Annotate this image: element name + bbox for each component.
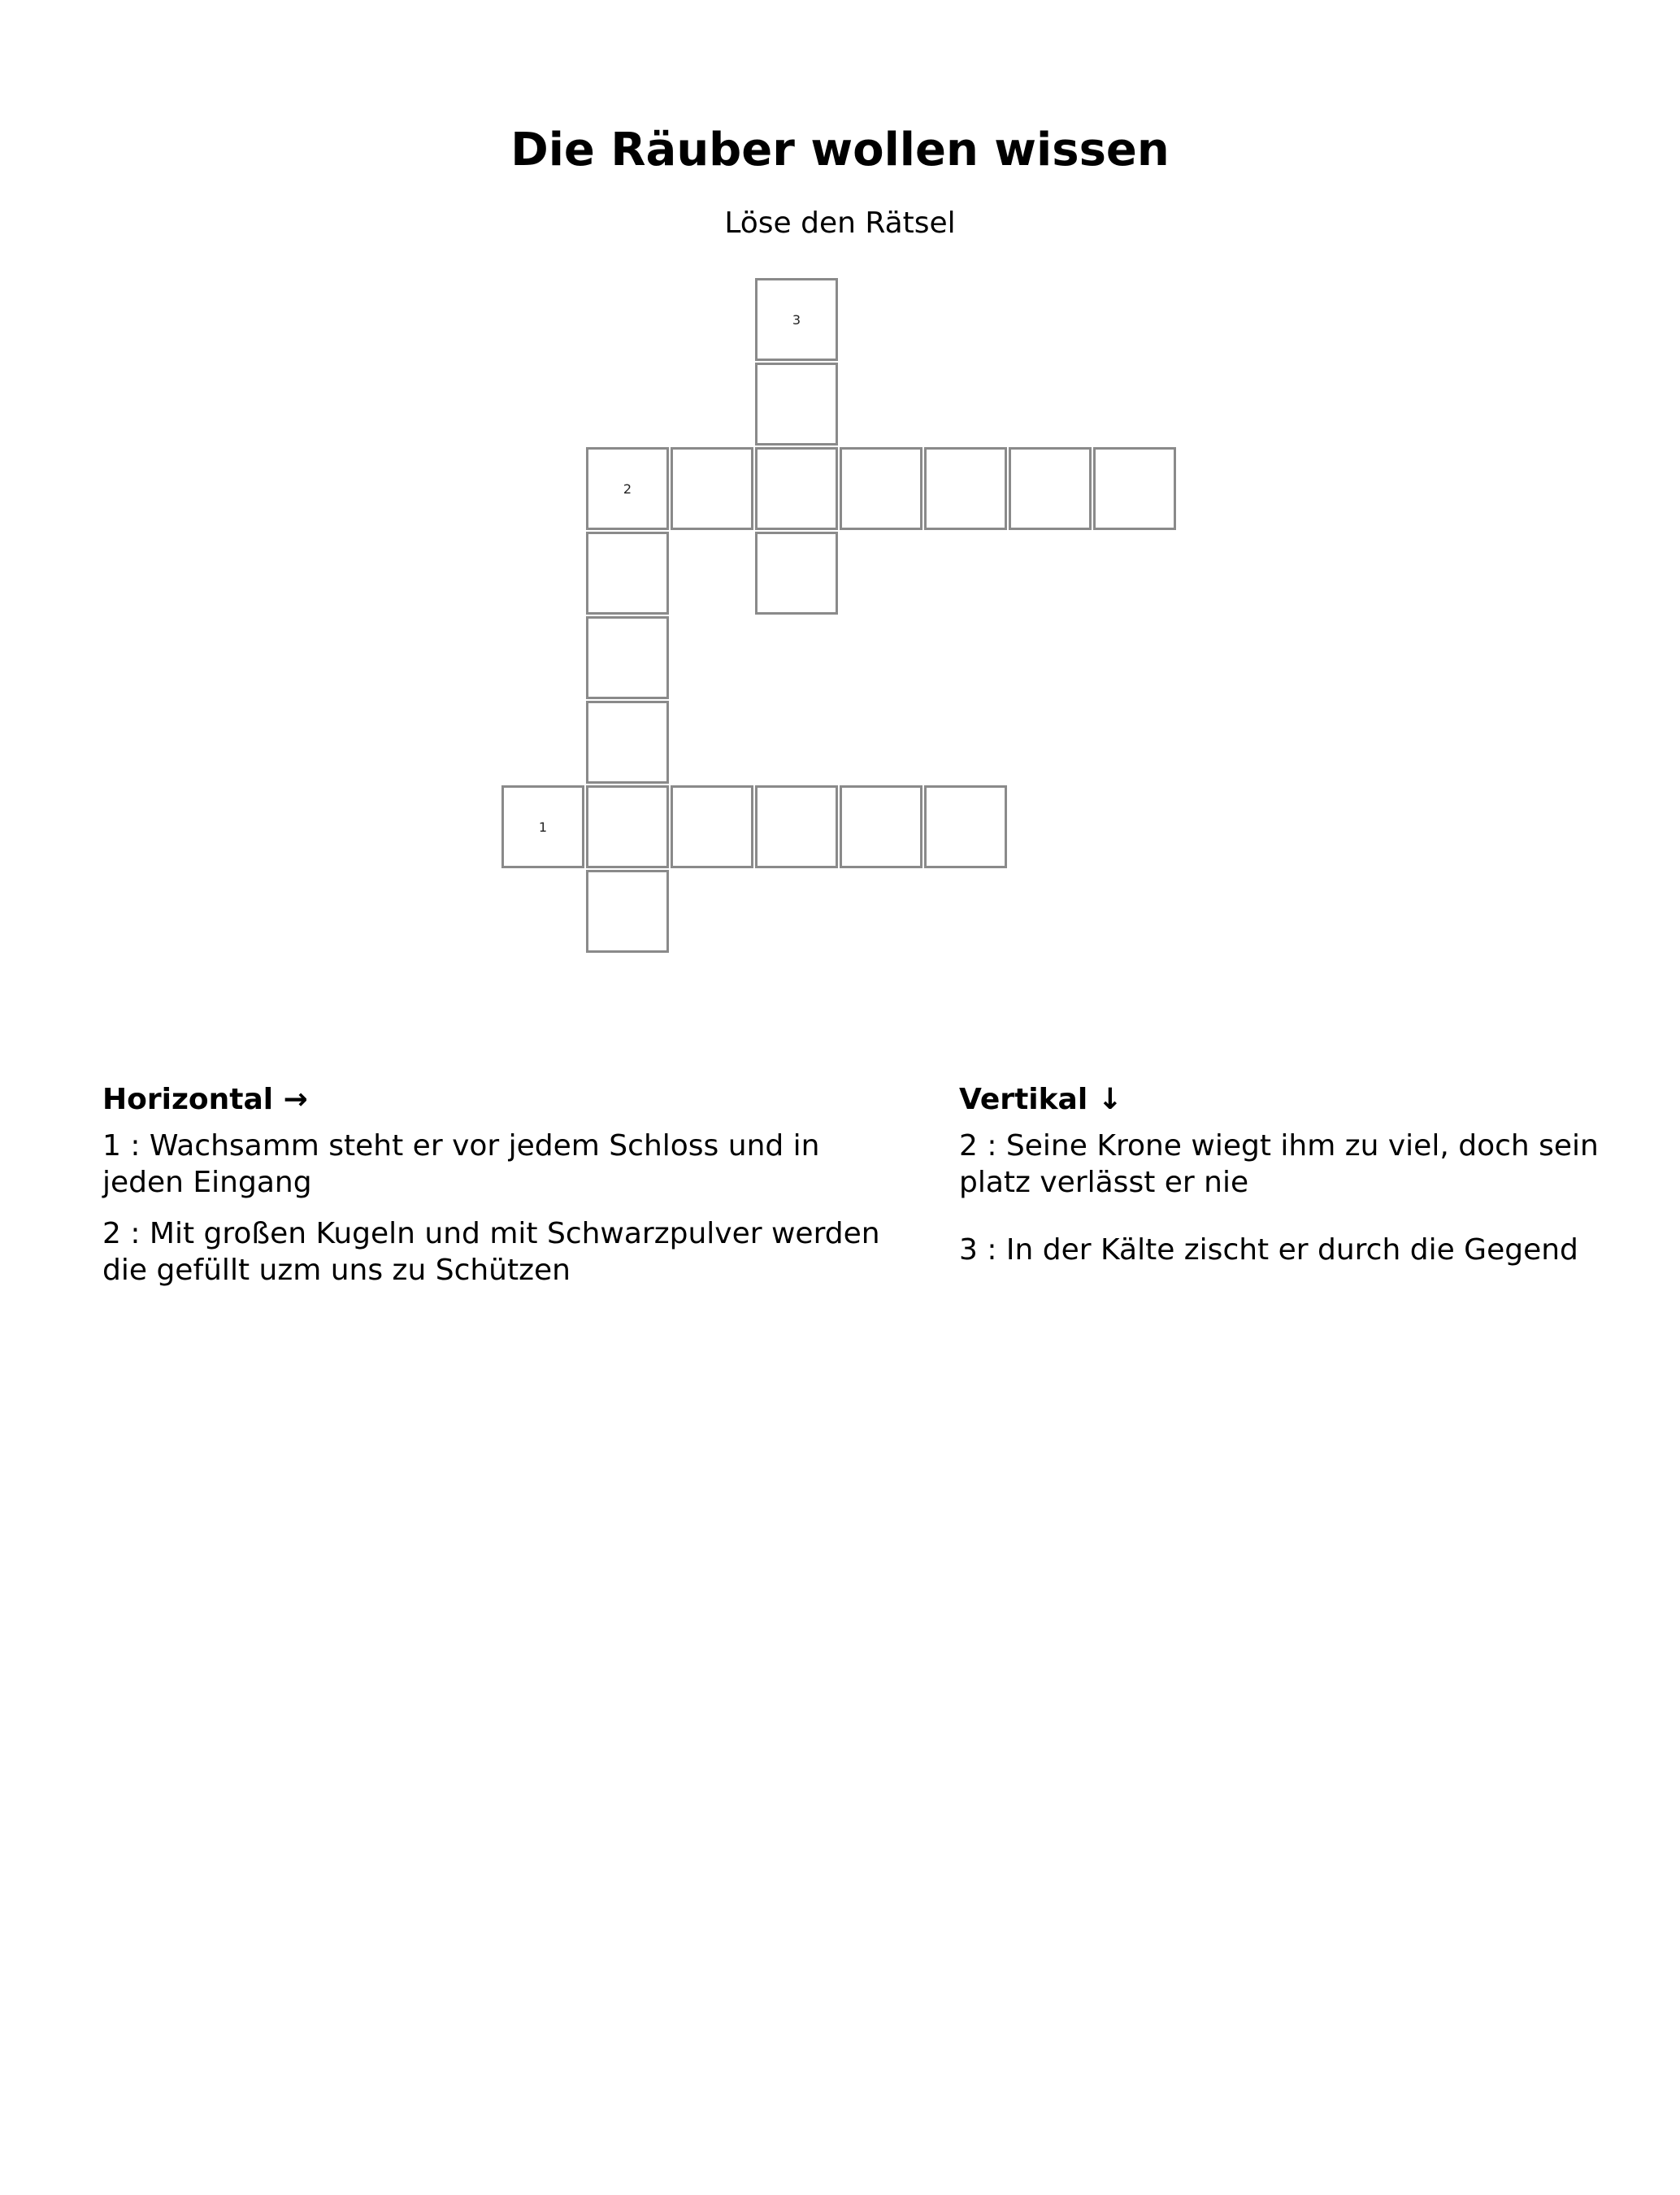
crossword-cell[interactable] (1093, 447, 1176, 530)
crossword-cell[interactable] (755, 447, 838, 530)
vertical-clues (959, 1081, 1609, 1283)
crossword-cell[interactable] (586, 616, 669, 699)
vertical-heading: Vertikal ↓ (959, 1083, 1122, 1116)
crossword-cell[interactable] (586, 701, 669, 784)
cell-number: 3 (792, 311, 801, 328)
crossword-cell[interactable] (586, 870, 669, 953)
crossword-cell[interactable] (755, 278, 838, 361)
crossword-cell[interactable] (501, 785, 584, 868)
crossword-cell[interactable] (840, 447, 922, 530)
crossword-cell[interactable] (755, 363, 838, 446)
crossword-cell[interactable] (586, 785, 669, 868)
crossword-grid (0, 0, 1680, 976)
crossword-cell[interactable] (586, 532, 669, 615)
horizontal-clues (102, 1081, 907, 1303)
crossword-cell[interactable] (924, 785, 1007, 868)
crossword-cell[interactable] (671, 447, 753, 530)
cell-number: 1 (538, 819, 548, 835)
page-subtitle: Löse den Rätsel (724, 206, 956, 240)
page-title: Die Räuber wollen wissen (510, 124, 1170, 176)
crossword-cell[interactable] (1009, 447, 1092, 530)
clue-vertical-3: 3 : In der Kälte zischt er durch die Gegend (959, 1233, 1578, 1267)
crossword-cell[interactable] (840, 785, 922, 868)
horizontal-heading: Horizontal → (102, 1083, 308, 1116)
crossword-cell[interactable] (755, 785, 838, 868)
clue-vertical-2: 2 : Seine Krone wiegt ihm zu viel, doch sein platz verlässt er nie (959, 1129, 1599, 1199)
cell-number: 2 (623, 480, 632, 497)
crossword-cell[interactable] (924, 447, 1007, 530)
crossword-cell[interactable] (586, 447, 669, 530)
crossword-cell[interactable] (671, 785, 753, 868)
clue-horizontal-2: 2 : Mit großen Kugeln und mit Schwarzpulver werden die gefüllt uzm uns zu Schützen (102, 1217, 880, 1287)
clue-horizontal-1: 1 : Wachsamm steht er vor jedem Schloss und in jeden Eingang (102, 1129, 820, 1199)
crossword-cell[interactable] (755, 532, 838, 615)
